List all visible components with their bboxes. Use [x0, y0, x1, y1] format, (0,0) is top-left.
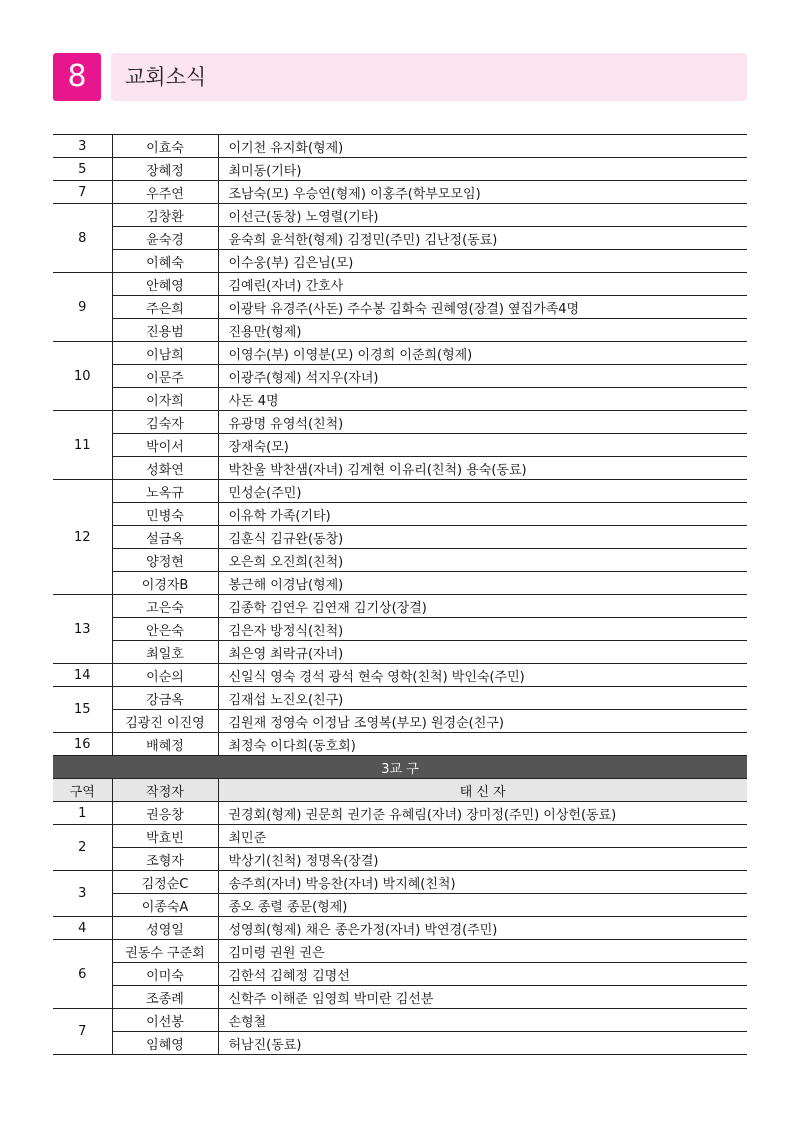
- district-cell: 16: [53, 733, 112, 756]
- writer-cell: 성영일: [112, 917, 218, 940]
- names-cell: 이수웅(부) 김은님(모): [218, 250, 747, 273]
- writer-cell: 이남희: [112, 342, 218, 365]
- writer-cell: 이혜숙: [112, 250, 218, 273]
- table-row: [53, 503, 747, 526]
- table-row: [53, 641, 747, 664]
- district-cell: 6: [53, 940, 112, 1009]
- writer-cell: 주은희: [112, 296, 218, 319]
- names-cell: 봉근해 이경남(형제): [218, 572, 747, 595]
- district-cell: 3: [53, 871, 112, 917]
- writer-cell: 이종숙A: [112, 894, 218, 917]
- district-cell: 13: [53, 595, 112, 664]
- names-cell: 최은영 최락규(자녀): [218, 641, 747, 664]
- names-cell: 김종학 김연우 김연재 김기상(장결): [218, 595, 747, 618]
- header-names: 태 신 자: [218, 779, 747, 802]
- writer-cell: 고은숙: [112, 595, 218, 618]
- table-row: [53, 273, 747, 296]
- writer-cell: 이문주: [112, 365, 218, 388]
- section-number-badge: 8: [53, 53, 101, 101]
- names-cell: 김은자 방정식(친척): [218, 618, 747, 641]
- names-cell: 신일식 영숙 경석 광석 현숙 영학(친척) 박인숙(주민): [218, 664, 747, 687]
- district-cell: 10: [53, 342, 112, 411]
- names-cell: 유광명 유영석(친척): [218, 411, 747, 434]
- writer-cell: 조종례: [112, 986, 218, 1009]
- names-cell: 진용만(형제): [218, 319, 747, 342]
- table-row: [53, 365, 747, 388]
- section-title-bar: [111, 53, 747, 101]
- district-cell: 8: [53, 204, 112, 273]
- table-row: [53, 457, 747, 480]
- names-cell: 박상기(친척) 정명옥(장결): [218, 848, 747, 871]
- writer-cell: 권동수 구준회: [112, 940, 218, 963]
- names-cell: 김원재 정영숙 이정남 조영복(부모) 원경순(친구): [218, 710, 747, 733]
- writer-cell: 임혜영: [112, 1032, 218, 1055]
- writer-cell: 김광진 이진영: [112, 710, 218, 733]
- names-cell: 이영수(부) 이영분(모) 이경희 이준희(형제): [218, 342, 747, 365]
- table-row: [53, 319, 747, 342]
- district-cell: 7: [53, 181, 112, 204]
- writer-cell: 이효숙: [112, 135, 218, 158]
- prayer-list-table: [53, 134, 747, 1055]
- names-cell: 허남진(동료): [218, 1032, 747, 1055]
- table-row: [53, 848, 747, 871]
- table-row: [53, 825, 747, 848]
- writer-cell: 이선봉: [112, 1009, 218, 1032]
- names-cell: 이유학 가족(기타): [218, 503, 747, 526]
- writer-cell: 우주연: [112, 181, 218, 204]
- table-row: [53, 526, 747, 549]
- table-row: [53, 940, 747, 963]
- table-row: [53, 181, 747, 204]
- writer-cell: 이미숙: [112, 963, 218, 986]
- column-header-row: [53, 779, 747, 802]
- table-row: [53, 296, 747, 319]
- writer-cell: 안혜영: [112, 273, 218, 296]
- header-writer: 작정자: [112, 779, 218, 802]
- table-row: [53, 158, 747, 181]
- district-cell: 9: [53, 273, 112, 342]
- names-cell: 윤숙희 윤석한(형제) 김정민(주민) 김난정(동료): [218, 227, 747, 250]
- writer-cell: 장혜정: [112, 158, 218, 181]
- names-cell: 손형철: [218, 1009, 747, 1032]
- names-cell: 최정숙 이다희(동호회): [218, 733, 747, 756]
- writer-cell: 박이서: [112, 434, 218, 457]
- district-cell: 2: [53, 825, 112, 871]
- writer-cell: 김정순C: [112, 871, 218, 894]
- names-cell: 사돈 4명: [218, 388, 747, 411]
- names-cell: 신학주 이해준 임영희 박미란 김선분: [218, 986, 747, 1009]
- names-cell: 조남숙(모) 우승연(형제) 이홍주(학부모모임): [218, 181, 747, 204]
- writer-cell: 김숙자: [112, 411, 218, 434]
- names-cell: 이광주(형제) 석지우(자녀): [218, 365, 747, 388]
- section-title: 3교 구: [53, 756, 747, 779]
- names-cell: 권경회(형제) 권문희 권기준 유혜림(자녀) 장미정(주민) 이상헌(동료): [218, 802, 747, 825]
- table-row: [53, 963, 747, 986]
- district-cell: 12: [53, 480, 112, 595]
- district-cell: 15: [53, 687, 112, 733]
- table-row: [53, 342, 747, 365]
- writer-cell: 윤숙경: [112, 227, 218, 250]
- section-row: [53, 756, 747, 779]
- names-cell: 이광탁 유경주(사돈) 주수봉 김화숙 권혜영(장결) 옆집가족4명: [218, 296, 747, 319]
- names-cell: 김한석 김혜정 김명선: [218, 963, 747, 986]
- names-cell: 이선근(동창) 노영렬(기타): [218, 204, 747, 227]
- writer-cell: 노옥규: [112, 480, 218, 503]
- writer-cell: 이경자B: [112, 572, 218, 595]
- writer-cell: 안은숙: [112, 618, 218, 641]
- names-cell: 김재섭 노진오(친구): [218, 687, 747, 710]
- district-cell: 4: [53, 917, 112, 940]
- writer-cell: 성화연: [112, 457, 218, 480]
- table-row: [53, 802, 747, 825]
- names-cell: 최민준: [218, 825, 747, 848]
- table-row: [53, 227, 747, 250]
- names-cell: 최미동(기타): [218, 158, 747, 181]
- district-cell: 3: [53, 135, 112, 158]
- writer-cell: 권응창: [112, 802, 218, 825]
- table-row: [53, 480, 747, 503]
- table-row: [53, 572, 747, 595]
- writer-cell: 최일호: [112, 641, 218, 664]
- table-row: [53, 1009, 747, 1032]
- names-cell: 성영희(형제) 채은 종은가정(자녀) 박연경(주민): [218, 917, 747, 940]
- table-row: [53, 411, 747, 434]
- district-cell: 7: [53, 1009, 112, 1055]
- names-cell: 이기천 유지화(형제): [218, 135, 747, 158]
- writer-cell: 조형자: [112, 848, 218, 871]
- names-cell: 박찬울 박찬샘(자녀) 김계현 이유리(친척) 용숙(동료): [218, 457, 747, 480]
- table-row: [53, 135, 747, 158]
- writer-cell: 김창환: [112, 204, 218, 227]
- district-cell: 11: [53, 411, 112, 480]
- header-district: 구역: [53, 779, 112, 802]
- table-row: [53, 733, 747, 756]
- table-row: [53, 871, 747, 894]
- writer-cell: 민병숙: [112, 503, 218, 526]
- names-cell: 오은희 오진희(친척): [218, 549, 747, 572]
- names-cell: 김미령 권원 권은: [218, 940, 747, 963]
- writer-cell: 설금옥: [112, 526, 218, 549]
- table-row: [53, 894, 747, 917]
- table-row: [53, 710, 747, 733]
- names-cell: 김예린(자녀) 간호사: [218, 273, 747, 296]
- names-cell: 김훈식 김규완(동창): [218, 526, 747, 549]
- writer-cell: 강금옥: [112, 687, 218, 710]
- table-row: [53, 204, 747, 227]
- names-cell: 장재숙(모): [218, 434, 747, 457]
- section-header: [53, 53, 747, 101]
- table-row: [53, 1032, 747, 1055]
- writer-cell: 진용범: [112, 319, 218, 342]
- names-cell: 종오 종렬 종문(형제): [218, 894, 747, 917]
- table-row: [53, 250, 747, 273]
- table-row: [53, 618, 747, 641]
- district-cell: 1: [53, 802, 112, 825]
- section-title: 교회소식: [125, 65, 207, 89]
- district-cell: 14: [53, 664, 112, 687]
- writer-cell: 이자희: [112, 388, 218, 411]
- writer-cell: 박효빈: [112, 825, 218, 848]
- writer-cell: 이순의: [112, 664, 218, 687]
- writer-cell: 양정현: [112, 549, 218, 572]
- names-cell: 민성순(주민): [218, 480, 747, 503]
- district-cell: 5: [53, 158, 112, 181]
- table-row: [53, 388, 747, 411]
- table-row: [53, 917, 747, 940]
- table-row: [53, 595, 747, 618]
- table-row: [53, 986, 747, 1009]
- names-cell: 송주희(자녀) 박응찬(자녀) 박지혜(친척): [218, 871, 747, 894]
- writer-cell: 배혜정: [112, 733, 218, 756]
- table-row: [53, 664, 747, 687]
- table-row: [53, 549, 747, 572]
- table-row: [53, 687, 747, 710]
- table-row: [53, 434, 747, 457]
